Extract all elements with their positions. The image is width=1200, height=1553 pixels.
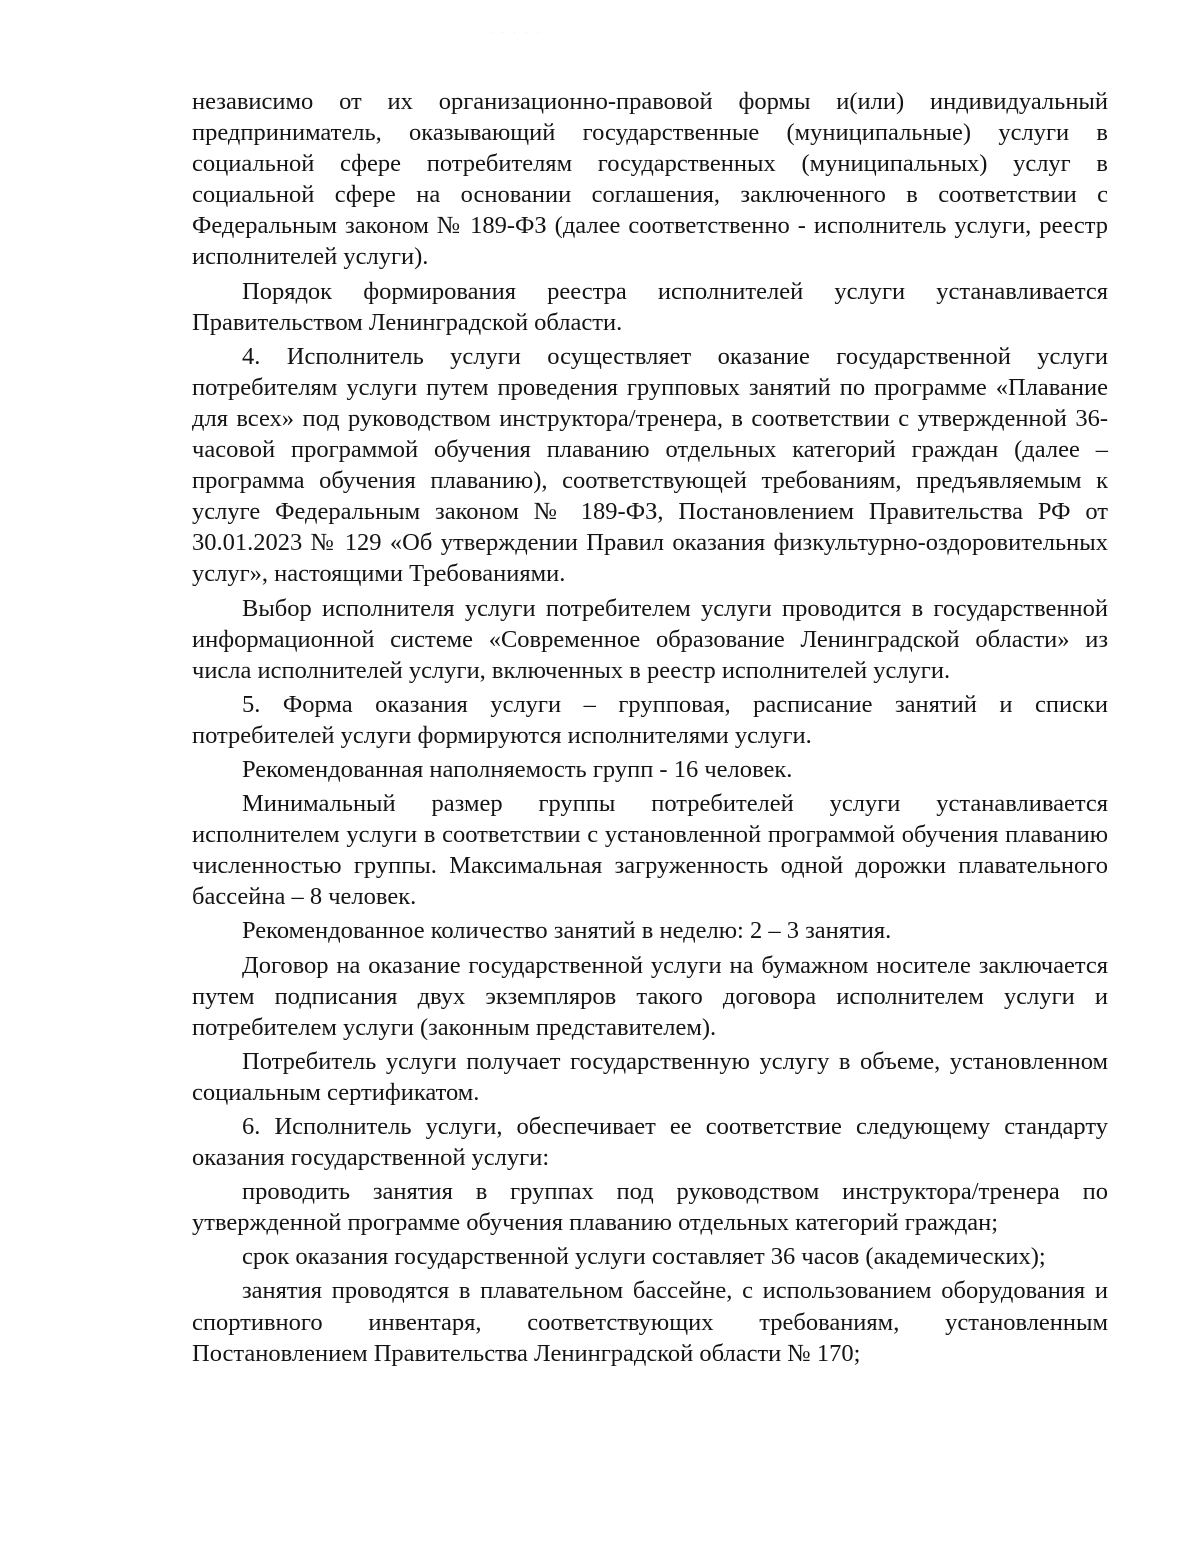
paragraph-certificate: Потребитель услуги получает государственную услугу в объеме, установленном социальным сертификатом.	[192, 1047, 1108, 1106]
paragraph-group-size: Рекомендованная наполняемость групп - 16 человек.	[242, 755, 793, 783]
paragraph-standard-groups: проводить занятия в группах под руководством инструктора/тренера по утвержденной программе обучения плаванию отдельных категорий граждан;	[192, 1178, 1108, 1237]
paragraph-standard-duration: срок оказания государственной услуги составляет 36 часов (академических);	[242, 1243, 1046, 1271]
paragraph-item-4: 4. Исполнитель услуги осуществляет оказание государственной услуги потребителям услуги путем проведения групповых занятий по программе «Плавание для всех» под руководством инструктора/тренера, в соответствии с утвержденной 36-часовой программой обучения плаванию отдельных категорий граждан (далее – программа обучения плаванию), соответствующей требованиям, предъявляемым к услуге Федеральным законом № 189-ФЗ, Постановлением Правительства РФ от 30.01.2023 № 129 «Об утверждении Правил оказания физкультурно-оздоровительных услуг», настоящими Требованиями.	[192, 342, 1108, 588]
paragraph-min-group: Минимальный размер группы потребителей услуги устанавливается исполнителем услуги в соответствии с установленной программой обучения плаванию численностью группы. Максимальная загруженность одной дорожки плавательного бассейна – 8 человек.	[192, 790, 1108, 911]
paragraph-standard-pool: занятия проводятся в плавательном бассейне, с использованием оборудования и спортивного инвентаря, соответствующих требованиям, установленным Постановлением Правительства Ленинградской области № 170;	[192, 1277, 1108, 1367]
paragraph-lessons-per-week: Рекомендованное количество занятий в неделю: 2 – 3 занятия.	[242, 917, 892, 945]
paragraph-provider-choice: Выбор исполнителя услуги потребителем услуги проводится в государственной информационной системе «Современное образование Ленинградской области» из числа исполнителей услуги, включенных в реестр исполнителей услуги.	[192, 594, 1108, 684]
scan-artifact: · · · · ·	[490, 30, 544, 37]
paragraph-item-5: 5. Форма оказания услуги – групповая, расписание занятий и списки потребителей услуги формируются исполнителями услуги.	[192, 690, 1108, 749]
document-page	[192, 86, 1108, 1372]
paragraph-contract: Договор на оказание государственной услуги на бумажном носителе заключается путем подписания двух экземпляров такого договора исполнителем услуги и потребителем услуги (законным представителем).	[192, 951, 1108, 1041]
paragraph-item-6: 6. Исполнитель услуги, обеспечивает ее соответствие следующему стандарту оказания государственной услуги:	[192, 1113, 1108, 1172]
paragraph-continuation: независимо от их организационно-правовой формы и(или) индивидуальный предприниматель, оказывающий государственные (муниципальные) услуги в социальной сфере потребителям государственных (муниципальных) услуг в социальной сфере на основании соглашения, заключенного в соответствии с Федеральным законом № 189-ФЗ (далее соответственно - исполнитель услуги, реестр исполнителей услуги).	[192, 88, 1108, 271]
paragraph-registry-order: Порядок формирования реестра исполнителей услуги устанавливается Правительством Ленинградской области.	[192, 277, 1108, 336]
